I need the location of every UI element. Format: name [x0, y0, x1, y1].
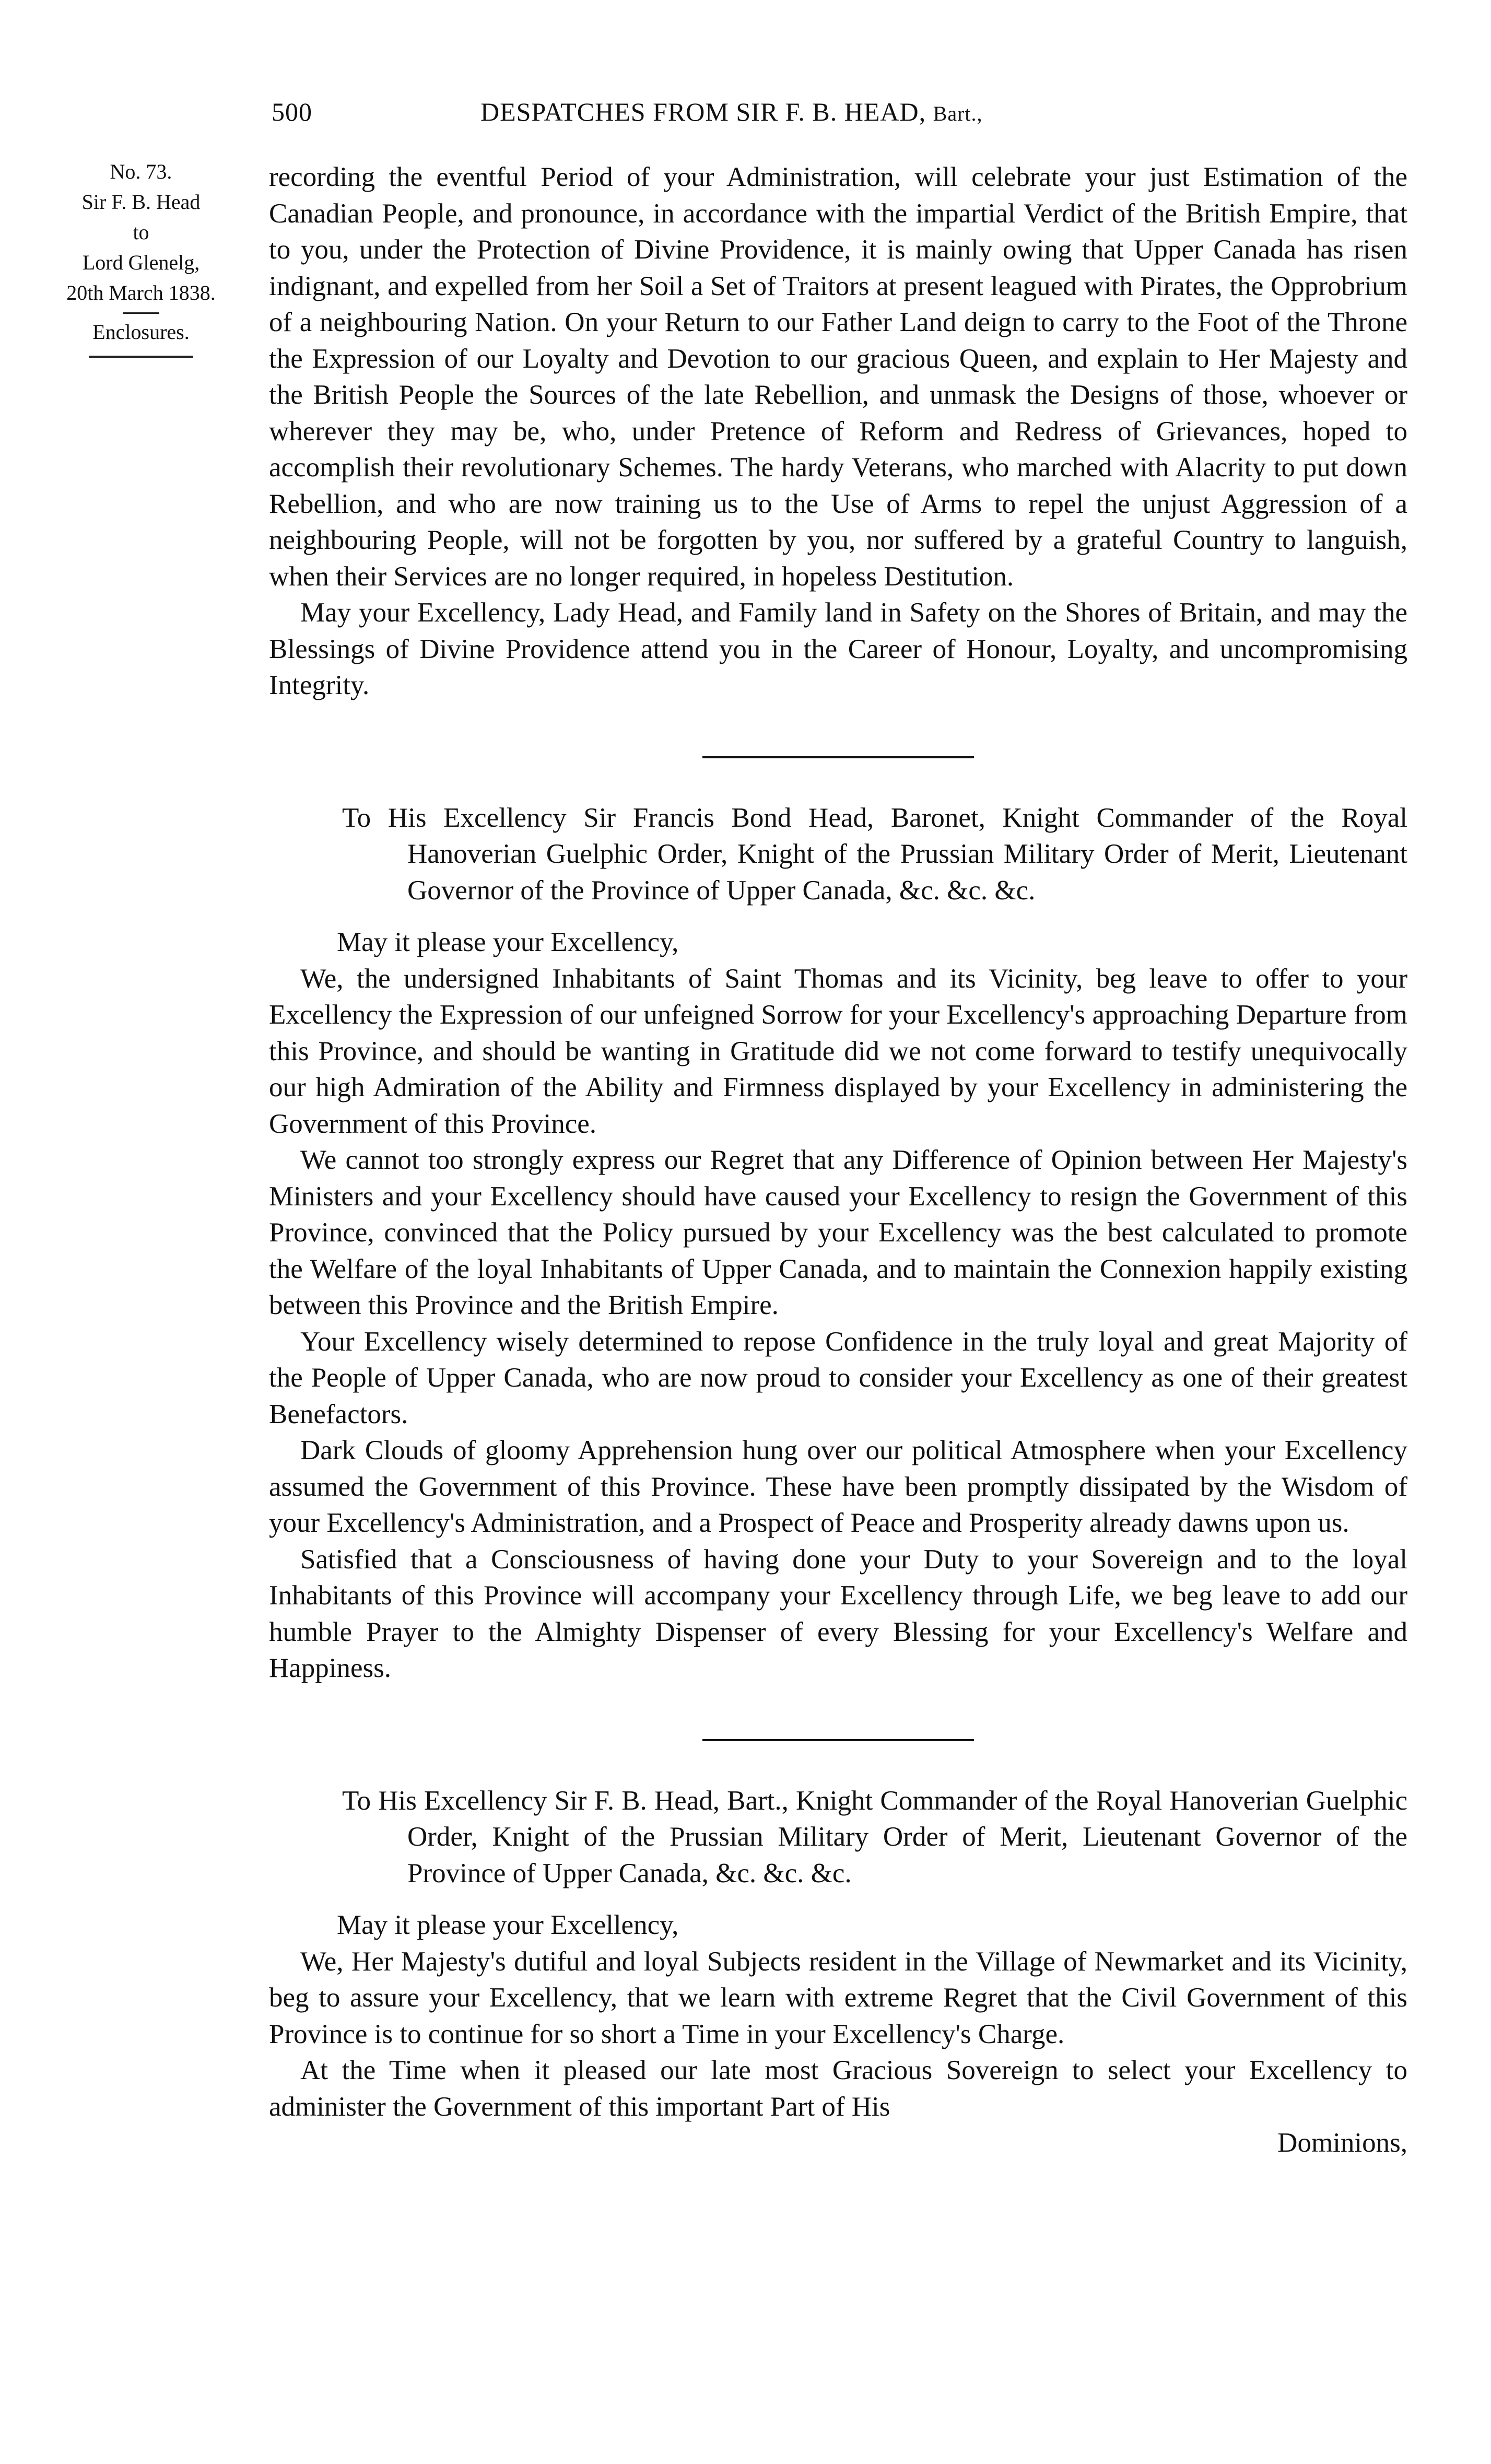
section-divider [702, 1739, 974, 1741]
despatch-to: to [133, 220, 149, 244]
salutation: May it please your Excellency, [337, 1910, 679, 1940]
catchword: Dominions, [1277, 2128, 1407, 2158]
running-header [261, 97, 1253, 138]
address-paragraph: Satisfied that a Consciousness of having done your Duty to your Sovereign and to the loyal Inhabitants of this Province will accompany your Excellency through Life, we beg leave to add our humble Prayer to the Almighty Dispenser of every Blessing for your Excellency's Welfare and Happiness. [269, 1544, 1407, 1683]
body-paragraph: May your Excellency, Lady Head, and Family land in Safety on the Shores of Britain, and may the Blessings of Divine Providence attend you in the Career of Honour, Loyalty, and uncompromising Integrity. [269, 597, 1407, 700]
despatch-sender: Sir F. B. Head [81, 190, 201, 214]
despatch-number: No. 73. [110, 160, 172, 183]
despatch-recipient: Lord Glenelg, [82, 251, 200, 274]
despatch-date: 20th March 1838. [66, 281, 216, 304]
section-divider [702, 756, 974, 758]
page-body [269, 159, 1407, 2162]
body-paragraph: recording the eventful Period of your Administration, will celebrate your just Estimation of the Canadian People, and pronounce, in accordance with the impartial Verdict of the British Empire, that to you, under the Protection of Divine Providence, it is mainly owing that Upper Canada has risen indignant, and expelled from her Soil a Set of Traitors at present leagued with Pirates, the Opprobrium of a neighbouring Nation. On your Return to our Father Land deign to carry to the Foot of the Throne the Expression of our Loyalty and Devotion to our gracious Queen, and explain to Her Majesty and the British People the Sources of the late Rebellion, and unmask the Designs of those, whoever or wherever they may be, who, under Pretence of Reform and Redress of Grievances, hoped to accomplish their revolutionary Schemes. The hardy Veterans, who marched with Alacrity to put down Rebellion, and who are now training us to the Use of Arms to repel the unjust Aggression of a neighbouring People, will not be forgotten by you, nor suffered by a grateful Country to languish, when their Services are no longer required, in hopeless Destitution. [269, 162, 1407, 592]
address-paragraph: Your Excellency wisely determined to repose Confidence in the truly loyal and great Majority of the People of Upper Canada, who are now proud to consider your Excellency as one of their greatest Benefactors. [269, 1326, 1407, 1429]
address-heading: To His Excellency Sir Francis Bond Head, Baronet, Knight Commander of the Royal Hanoverian Guelphic Order, Knight of the Prussian Military Order of Merit, Lieutenant Governor of the Province of Upper Canada, &c. &c. &c. [342, 802, 1407, 906]
address-paragraph: At the Time when it pleased our late most Gracious Sovereign to select your Excellency to administer the Government of this important Part of His [269, 2055, 1407, 2122]
running-title-bart: Bart., [933, 102, 983, 125]
margin-underline [89, 356, 193, 358]
running-title-main: DESPATCHES FROM SIR F. B. HEAD, [480, 97, 926, 126]
address-paragraph: We cannot too strongly express our Regret that any Difference of Opinion between Her Majesty's Ministers and your Excellency should have caused your Excellency to resign the Government of this Province, convinced that the Policy pursued by your Excellency was the best calculated to promote the Welfare of the loyal Inhabitants of Upper Canada, and to maintain the Connexion happily existing between this Province and the British Empire. [269, 1145, 1407, 1320]
running-title [480, 97, 983, 127]
enclosures-label: Enclosures. [92, 320, 190, 344]
page-number: 500 [272, 97, 312, 126]
address-heading: To His Excellency Sir F. B. Head, Bart., Knight Commander of the Royal Hanoverian Guelphic Order, Knight of the Prussian Military Order of Merit, Lieutenant Governor of the Province of Upper Canada, &c. &c. &c. [342, 1785, 1407, 1888]
address-paragraph: We, the undersigned Inhabitants of Saint Thomas and its Vicinity, beg leave to offer to your Excellency the Expression of our unfeigned Sorrow for your Excellency's approaching Departure from this Province, and should be wanting in Gratitude did we not come forward to testify unequivocally our high Admiration of the Ability and Firmness displayed by your Excellency in administering the Government of this Province. [269, 963, 1407, 1139]
salutation: May it please your Excellency, [337, 927, 679, 957]
margin-note [31, 157, 251, 358]
address-paragraph: We, Her Majesty's dutiful and loyal Subjects resident in the Village of Newmarket and its Vicinity, beg to assure your Excellency, that we learn with extreme Regret that the Civil Government of this Province is to continue for so short a Time in your Excellency's Charge. [269, 1946, 1407, 2049]
address-paragraph: Dark Clouds of gloomy Apprehension hung over our political Atmosphere when your Excellency assumed the Government of this Province. These have been promptly dissipated by the Wisdom of your Excellency's Administration, and a Prospect of Peace and Prosperity already dawns upon us. [269, 1435, 1407, 1538]
margin-divider [123, 312, 159, 314]
